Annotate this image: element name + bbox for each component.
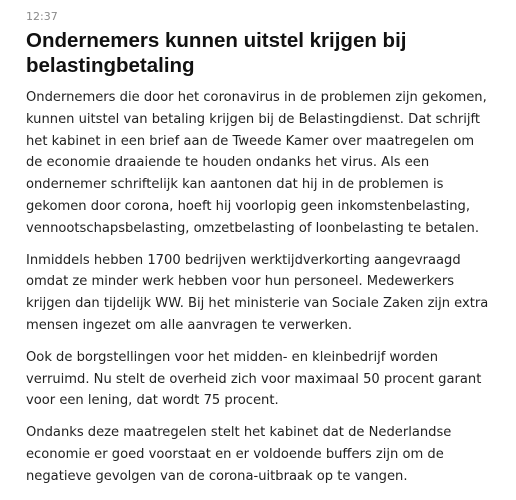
article-paragraph-4: Ondanks deze maatregelen stelt het kabinet dat de Nederlandse economie er goed voorstaat en er voldoende buffers zijn om de negatieve gevolgen van de corona-uitbraak op te vangen. (26, 425, 452, 484)
article-headline: Ondernemers kunnen uitstel krijgen bij belastingbetaling (26, 29, 407, 77)
article-paragraph-1: Ondernemers die door het coronavirus in de problemen zijn gekomen, kunnen uitstel van betaling krijgen bij de Belastingdienst. Dat schrijft het kabinet in een brief aan de Tweede Kamer over maatregelen om de economie draaiende te houden ondanks het virus. Als een ondernemer schriftelijk kan aantonen dat hij in de problemen is gekomen door corona, hoeft hij voorlopig geen inkomstenbelasting, vennootschapsbelasting, omzetbelasting of loonbelasting te betalen. (26, 90, 487, 236)
article-paragraph-3: Ook de borgstellingen voor het midden- en kleinbedrijf worden verruimd. Nu stelt de overheid zich voor maximaal 50 procent garant voor een lening, dat wordt 75 procent. (26, 349, 482, 409)
article-paragraph-2: Inmiddels hebben 1700 bedrijven werktijdverkorting aangevraagd omdat ze minder werk hebben voor hun personeel. Medewerkers krijgen dan tijdelijk WW. Bij het ministerie van Sociale Zaken zijn extra mensen ingezet om alle aanvragen te verwerken. (26, 252, 489, 333)
article-timestamp: 12:37 (26, 10, 58, 23)
